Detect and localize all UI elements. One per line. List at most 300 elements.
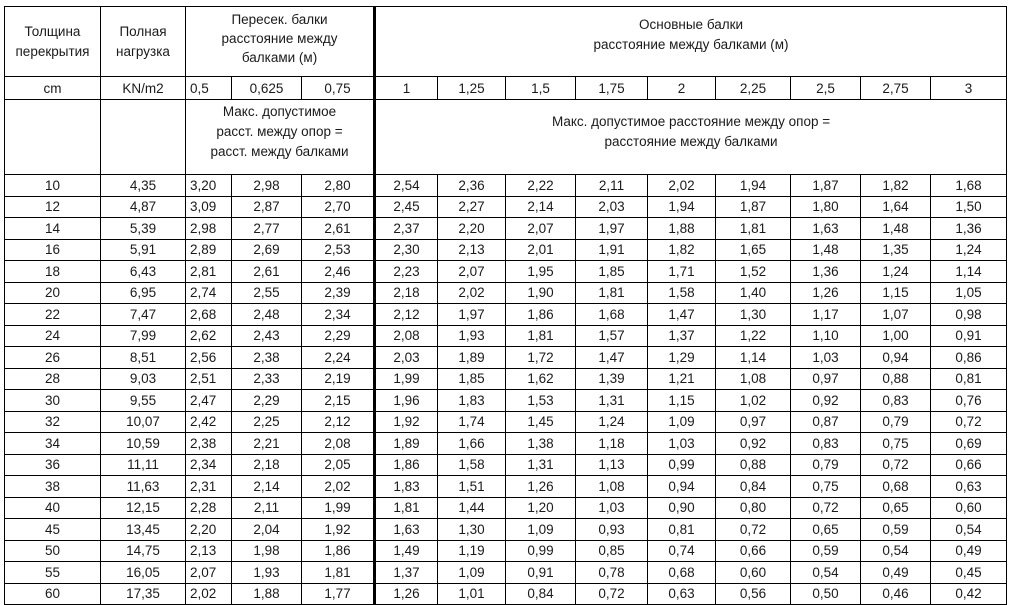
span-value-cell: 2,42 <box>186 411 232 433</box>
span-value-cell: 2,98 <box>232 175 302 197</box>
span-value-cell: 0,81 <box>648 519 716 541</box>
load-cell: 17,35 <box>101 583 186 605</box>
header-desc-row <box>5 100 1007 175</box>
span-value-cell: 1,81 <box>375 497 438 519</box>
thickness-cell: 10 <box>5 175 101 197</box>
span-value-cell: 1,08 <box>716 368 791 390</box>
span-value-cell: 2,07 <box>506 218 576 240</box>
main-spacing: 2,5 <box>791 77 861 100</box>
table-row <box>5 497 1007 519</box>
span-value-cell: 2,29 <box>232 390 302 412</box>
span-value-cell: 2,48 <box>232 304 302 326</box>
table-row <box>5 433 1007 455</box>
main-spacing: 2,25 <box>716 77 791 100</box>
span-value-cell: 2,55 <box>232 282 302 304</box>
span-value-cell: 0,45 <box>931 562 1007 584</box>
span-value-cell: 1,09 <box>506 519 576 541</box>
thickness-cell: 45 <box>5 519 101 541</box>
span-value-cell: 0,83 <box>861 390 931 412</box>
span-value-cell: 2,02 <box>302 476 375 498</box>
span-value-cell: 2,98 <box>186 218 232 240</box>
span-value-cell: 1,31 <box>576 390 648 412</box>
thickness-cell: 12 <box>5 196 101 218</box>
thickness-cell: 32 <box>5 411 101 433</box>
span-value-cell: 1,77 <box>302 583 375 605</box>
table-row <box>5 454 1007 476</box>
span-value-cell: 0,46 <box>861 583 931 605</box>
span-value-cell: 0,84 <box>716 476 791 498</box>
span-value-cell: 0,93 <box>576 519 648 541</box>
span-value-cell: 1,63 <box>791 218 861 240</box>
span-value-cell: 1,18 <box>576 433 648 455</box>
span-value-cell: 0,56 <box>716 583 791 605</box>
span-value-cell: 1,24 <box>931 239 1007 261</box>
span-value-cell: 0,68 <box>648 562 716 584</box>
span-value-cell: 2,61 <box>232 261 302 283</box>
span-value-cell: 1,93 <box>438 325 506 347</box>
table-row <box>5 239 1007 261</box>
span-value-cell: 2,18 <box>375 282 438 304</box>
span-value-cell: 2,11 <box>576 175 648 197</box>
span-value-cell: 1,50 <box>931 196 1007 218</box>
span-value-cell: 2,51 <box>186 368 232 390</box>
span-value-cell: 2,15 <box>302 390 375 412</box>
span-value-cell: 1,10 <box>791 325 861 347</box>
span-value-cell: 2,20 <box>438 218 506 240</box>
span-value-cell: 0,60 <box>931 497 1007 519</box>
span-value-cell: 0,97 <box>716 411 791 433</box>
span-value-cell: 2,13 <box>438 239 506 261</box>
span-value-cell: 1,81 <box>506 325 576 347</box>
span-value-cell: 2,68 <box>186 304 232 326</box>
span-value-cell: 1,83 <box>375 476 438 498</box>
span-value-cell: 1,30 <box>716 304 791 326</box>
span-value-cell: 1,95 <box>506 261 576 283</box>
span-value-cell: 2,77 <box>232 218 302 240</box>
span-value-cell: 0,94 <box>648 476 716 498</box>
span-value-cell: 1,71 <box>648 261 716 283</box>
span-value-cell: 0,79 <box>791 454 861 476</box>
thickness-cell: 14 <box>5 218 101 240</box>
span-value-cell: 1,96 <box>375 390 438 412</box>
load-cell: 12,15 <box>101 497 186 519</box>
span-value-cell: 2,53 <box>302 239 375 261</box>
span-value-cell: 1,48 <box>791 239 861 261</box>
span-value-cell: 2,18 <box>232 454 302 476</box>
span-value-cell: 0,42 <box>931 583 1007 605</box>
span-value-cell: 2,03 <box>375 347 438 369</box>
span-value-cell: 0,79 <box>861 411 931 433</box>
span-value-cell: 0,97 <box>791 368 861 390</box>
span-value-cell: 2,70 <box>302 196 375 218</box>
span-value-cell: 1,38 <box>506 433 576 455</box>
table-row <box>5 411 1007 433</box>
thickness-cell: 50 <box>5 540 101 562</box>
span-value-cell: 2,34 <box>302 304 375 326</box>
table-row <box>5 282 1007 304</box>
span-value-cell: 2,12 <box>375 304 438 326</box>
table-row <box>5 583 1007 605</box>
span-value-cell: 0,84 <box>506 583 576 605</box>
thickness-cell: 26 <box>5 347 101 369</box>
span-value-cell: 1,09 <box>648 411 716 433</box>
span-value-cell: 1,87 <box>791 175 861 197</box>
thickness-cell: 60 <box>5 583 101 605</box>
thickness-cell: 16 <box>5 239 101 261</box>
load-cell: 5,39 <box>101 218 186 240</box>
table-row <box>5 540 1007 562</box>
empty-header-cell <box>101 100 186 175</box>
span-value-cell: 2,20 <box>186 519 232 541</box>
span-value-cell: 2,38 <box>232 347 302 369</box>
span-value-cell: 2,81 <box>186 261 232 283</box>
load-cell: 11,11 <box>101 454 186 476</box>
span-value-cell: 1,58 <box>438 454 506 476</box>
span-value-cell: 1,26 <box>506 476 576 498</box>
span-value-cell: 1,05 <box>931 282 1007 304</box>
span-value-cell: 1,92 <box>302 519 375 541</box>
span-value-cell: 0,49 <box>931 540 1007 562</box>
span-value-cell: 1,21 <box>648 368 716 390</box>
span-value-cell: 1,47 <box>648 304 716 326</box>
span-value-cell: 2,07 <box>186 562 232 584</box>
span-value-cell: 1,09 <box>438 562 506 584</box>
unit-thickness: cm <box>5 77 101 100</box>
span-value-cell: 1,49 <box>375 540 438 562</box>
load-cell: 7,47 <box>101 304 186 326</box>
span-value-cell: 1,13 <box>576 454 648 476</box>
span-value-cell: 2,25 <box>232 411 302 433</box>
span-value-cell: 2,61 <box>302 218 375 240</box>
span-value-cell: 1,24 <box>576 411 648 433</box>
span-value-cell: 1,86 <box>506 304 576 326</box>
span-value-cell: 0,86 <box>931 347 1007 369</box>
span-value-cell: 3,09 <box>186 196 232 218</box>
span-value-cell: 0,92 <box>791 390 861 412</box>
span-value-cell: 1,87 <box>716 196 791 218</box>
span-value-cell: 1,48 <box>861 218 931 240</box>
span-value-cell: 1,93 <box>232 562 302 584</box>
span-value-cell: 1,36 <box>931 218 1007 240</box>
span-value-cell: 2,46 <box>302 261 375 283</box>
span-value-cell: 2,08 <box>302 433 375 455</box>
secondary-spacing: 0,75 <box>302 77 375 100</box>
header-title-row <box>5 7 1007 77</box>
span-value-cell: 1,44 <box>438 497 506 519</box>
span-value-cell: 1,30 <box>438 519 506 541</box>
table-row <box>5 175 1007 197</box>
span-value-cell: 0,69 <box>931 433 1007 455</box>
load-cell: 11,63 <box>101 476 186 498</box>
span-value-cell: 1,02 <box>716 390 791 412</box>
main-beams-header: Основные балки расстояние между балками (м) <box>375 7 1007 77</box>
span-value-cell: 0,66 <box>716 540 791 562</box>
span-value-cell: 0,72 <box>791 497 861 519</box>
span-value-cell: 0,75 <box>861 433 931 455</box>
span-value-cell: 1,97 <box>438 304 506 326</box>
span-value-cell: 1,26 <box>791 282 861 304</box>
span-value-cell: 0,59 <box>791 540 861 562</box>
span-value-cell: 1,47 <box>576 347 648 369</box>
span-value-cell: 2,08 <box>375 325 438 347</box>
span-value-cell: 1,31 <box>506 454 576 476</box>
span-value-cell: 1,89 <box>438 347 506 369</box>
span-value-cell: 0,75 <box>791 476 861 498</box>
thickness-cell: 38 <box>5 476 101 498</box>
span-value-cell: 1,88 <box>648 218 716 240</box>
span-value-cell: 2,80 <box>302 175 375 197</box>
span-value-cell: 1,64 <box>861 196 931 218</box>
span-value-cell: 1,92 <box>375 411 438 433</box>
span-value-cell: 0,94 <box>861 347 931 369</box>
span-value-cell: 3,20 <box>186 175 232 197</box>
span-value-cell: 2,37 <box>375 218 438 240</box>
span-value-cell: 2,62 <box>186 325 232 347</box>
main-spacing: 1,75 <box>576 77 648 100</box>
span-value-cell: 1,62 <box>506 368 576 390</box>
span-value-cell: 0,72 <box>861 454 931 476</box>
thickness-cell: 24 <box>5 325 101 347</box>
span-value-cell: 0,54 <box>931 519 1007 541</box>
span-value-cell: 2,43 <box>232 325 302 347</box>
span-value-cell: 1,68 <box>931 175 1007 197</box>
span-value-cell: 2,33 <box>232 368 302 390</box>
span-value-cell: 1,29 <box>648 347 716 369</box>
thickness-cell: 55 <box>5 562 101 584</box>
span-value-cell: 1,74 <box>438 411 506 433</box>
table-row <box>5 476 1007 498</box>
load-cell: 9,55 <box>101 390 186 412</box>
span-value-cell: 1,99 <box>302 497 375 519</box>
span-value-cell: 2,12 <box>302 411 375 433</box>
span-value-cell: 0,72 <box>931 411 1007 433</box>
span-value-cell: 2,56 <box>186 347 232 369</box>
span-value-cell: 2,13 <box>186 540 232 562</box>
span-value-cell: 2,28 <box>186 497 232 519</box>
table-row <box>5 196 1007 218</box>
span-value-cell: 2,02 <box>648 175 716 197</box>
span-value-cell: 0,92 <box>716 433 791 455</box>
span-value-cell: 0,76 <box>931 390 1007 412</box>
span-value-cell: 1,57 <box>576 325 648 347</box>
span-value-cell: 2,07 <box>438 261 506 283</box>
span-value-cell: 2,39 <box>302 282 375 304</box>
span-value-cell: 1,63 <box>375 519 438 541</box>
span-value-cell: 0,50 <box>791 583 861 605</box>
main-spacing: 2,75 <box>861 77 931 100</box>
load-cell: 16,05 <box>101 562 186 584</box>
span-value-cell: 1,65 <box>716 239 791 261</box>
span-value-cell: 1,17 <box>791 304 861 326</box>
span-value-cell: 1,81 <box>576 282 648 304</box>
span-value-cell: 1,81 <box>716 218 791 240</box>
span-value-cell: 2,21 <box>232 433 302 455</box>
table-row <box>5 519 1007 541</box>
span-value-cell: 0,72 <box>576 583 648 605</box>
unit-load: KN/m2 <box>101 77 186 100</box>
span-value-cell: 1,01 <box>438 583 506 605</box>
span-value-cell: 2,02 <box>186 583 232 605</box>
span-value-cell: 2,29 <box>302 325 375 347</box>
span-value-cell: 1,26 <box>375 583 438 605</box>
load-cell: 6,95 <box>101 282 186 304</box>
secondary-beams-header: Пересек. балки расстояние между балками (м) <box>186 7 375 77</box>
load-cell: 4,87 <box>101 196 186 218</box>
span-value-cell: 0,91 <box>506 562 576 584</box>
span-value-cell: 0,65 <box>791 519 861 541</box>
span-value-cell: 1,83 <box>438 390 506 412</box>
span-value-cell: 1,03 <box>648 433 716 455</box>
span-value-cell: 0,85 <box>576 540 648 562</box>
thickness-cell: 20 <box>5 282 101 304</box>
span-value-cell: 0,63 <box>931 476 1007 498</box>
table-row <box>5 304 1007 326</box>
span-value-cell: 1,86 <box>302 540 375 562</box>
table-row <box>5 347 1007 369</box>
span-value-cell: 2,01 <box>506 239 576 261</box>
load-cell: 7,99 <box>101 325 186 347</box>
span-value-cell: 0,66 <box>931 454 1007 476</box>
load-cell: 9,03 <box>101 368 186 390</box>
span-value-cell: 1,22 <box>716 325 791 347</box>
span-value-cell: 2,11 <box>232 497 302 519</box>
thickness-cell: 40 <box>5 497 101 519</box>
table-row <box>5 325 1007 347</box>
table-row <box>5 390 1007 412</box>
span-value-cell: 0,49 <box>861 562 931 584</box>
span-value-cell: 1,07 <box>861 304 931 326</box>
table-row <box>5 562 1007 584</box>
secondary-desc: Макс. допустимое расст. между опор = расст. между балками <box>186 100 375 175</box>
span-value-cell: 1,00 <box>861 325 931 347</box>
span-value-cell: 0,99 <box>506 540 576 562</box>
thickness-header: Толщина перекрытия <box>5 7 101 77</box>
span-value-cell: 1,98 <box>232 540 302 562</box>
span-value-cell: 2,45 <box>375 196 438 218</box>
span-value-cell: 0,99 <box>648 454 716 476</box>
span-value-cell: 1,89 <box>375 433 438 455</box>
span-value-cell: 0,91 <box>931 325 1007 347</box>
span-value-cell: 2,05 <box>302 454 375 476</box>
span-value-cell: 1,82 <box>861 175 931 197</box>
span-value-cell: 0,72 <box>716 519 791 541</box>
table-body <box>5 175 1007 605</box>
span-table-container <box>4 6 1006 605</box>
main-spacing: 2 <box>648 77 716 100</box>
span-value-cell: 2,74 <box>186 282 232 304</box>
span-value-cell: 2,31 <box>186 476 232 498</box>
span-value-cell: 2,14 <box>232 476 302 498</box>
span-value-cell: 1,20 <box>506 497 576 519</box>
span-value-cell: 0,68 <box>861 476 931 498</box>
span-value-cell: 1,37 <box>375 562 438 584</box>
main-spacing: 1 <box>375 77 438 100</box>
span-value-cell: 1,24 <box>861 261 931 283</box>
span-value-cell: 1,36 <box>791 261 861 283</box>
span-value-cell: 1,94 <box>648 196 716 218</box>
thickness-cell: 22 <box>5 304 101 326</box>
span-value-cell: 1,08 <box>576 476 648 498</box>
table-row <box>5 261 1007 283</box>
table-row <box>5 368 1007 390</box>
span-value-cell: 0,88 <box>716 454 791 476</box>
span-value-cell: 0,90 <box>648 497 716 519</box>
span-value-cell: 1,15 <box>861 282 931 304</box>
span-value-cell: 1,45 <box>506 411 576 433</box>
span-value-cell: 1,82 <box>648 239 716 261</box>
thickness-cell: 28 <box>5 368 101 390</box>
span-value-cell: 2,23 <box>375 261 438 283</box>
beam-span-table <box>4 6 1007 605</box>
span-value-cell: 1,81 <box>302 562 375 584</box>
span-value-cell: 2,87 <box>232 196 302 218</box>
span-value-cell: 1,03 <box>576 497 648 519</box>
span-value-cell: 1,58 <box>648 282 716 304</box>
span-value-cell: 2,14 <box>506 196 576 218</box>
span-value-cell: 0,98 <box>931 304 1007 326</box>
thickness-cell: 30 <box>5 390 101 412</box>
secondary-spacing: 0,625 <box>232 77 302 100</box>
span-value-cell: 1,40 <box>716 282 791 304</box>
span-value-cell: 1,97 <box>576 218 648 240</box>
span-value-cell: 1,39 <box>576 368 648 390</box>
span-value-cell: 0,83 <box>791 433 861 455</box>
main-spacing: 1,25 <box>438 77 506 100</box>
load-cell: 5,91 <box>101 239 186 261</box>
span-value-cell: 1,88 <box>232 583 302 605</box>
secondary-spacing: 0,5 <box>186 77 232 100</box>
span-value-cell: 1,80 <box>791 196 861 218</box>
span-value-cell: 2,89 <box>186 239 232 261</box>
table-header <box>5 7 1007 175</box>
header-unit-row <box>5 77 1007 100</box>
span-value-cell: 2,38 <box>186 433 232 455</box>
load-cell: 10,59 <box>101 433 186 455</box>
span-value-cell: 0,60 <box>716 562 791 584</box>
span-value-cell: 2,02 <box>438 282 506 304</box>
span-value-cell: 0,74 <box>648 540 716 562</box>
span-value-cell: 1,19 <box>438 540 506 562</box>
span-value-cell: 1,91 <box>576 239 648 261</box>
span-value-cell: 0,65 <box>861 497 931 519</box>
span-value-cell: 1,35 <box>861 239 931 261</box>
span-value-cell: 1,68 <box>576 304 648 326</box>
span-value-cell: 0,80 <box>716 497 791 519</box>
main-spacing: 1,5 <box>506 77 576 100</box>
load-cell: 6,43 <box>101 261 186 283</box>
span-value-cell: 0,81 <box>931 368 1007 390</box>
span-value-cell: 0,54 <box>791 562 861 584</box>
load-cell: 8,51 <box>101 347 186 369</box>
span-value-cell: 2,69 <box>232 239 302 261</box>
span-value-cell: 2,27 <box>438 196 506 218</box>
span-value-cell: 1,72 <box>506 347 576 369</box>
span-value-cell: 0,54 <box>861 540 931 562</box>
span-value-cell: 0,88 <box>861 368 931 390</box>
thickness-cell: 36 <box>5 454 101 476</box>
thickness-cell: 18 <box>5 261 101 283</box>
load-cell: 4,35 <box>101 175 186 197</box>
load-cell: 10,07 <box>101 411 186 433</box>
span-value-cell: 1,14 <box>931 261 1007 283</box>
span-value-cell: 2,54 <box>375 175 438 197</box>
span-value-cell: 2,36 <box>438 175 506 197</box>
span-value-cell: 0,63 <box>648 583 716 605</box>
main-desc: Макс. допустимое расстояние между опор = расстояние между балками <box>375 100 1007 175</box>
span-value-cell: 0,87 <box>791 411 861 433</box>
span-value-cell: 2,19 <box>302 368 375 390</box>
thickness-cell: 34 <box>5 433 101 455</box>
